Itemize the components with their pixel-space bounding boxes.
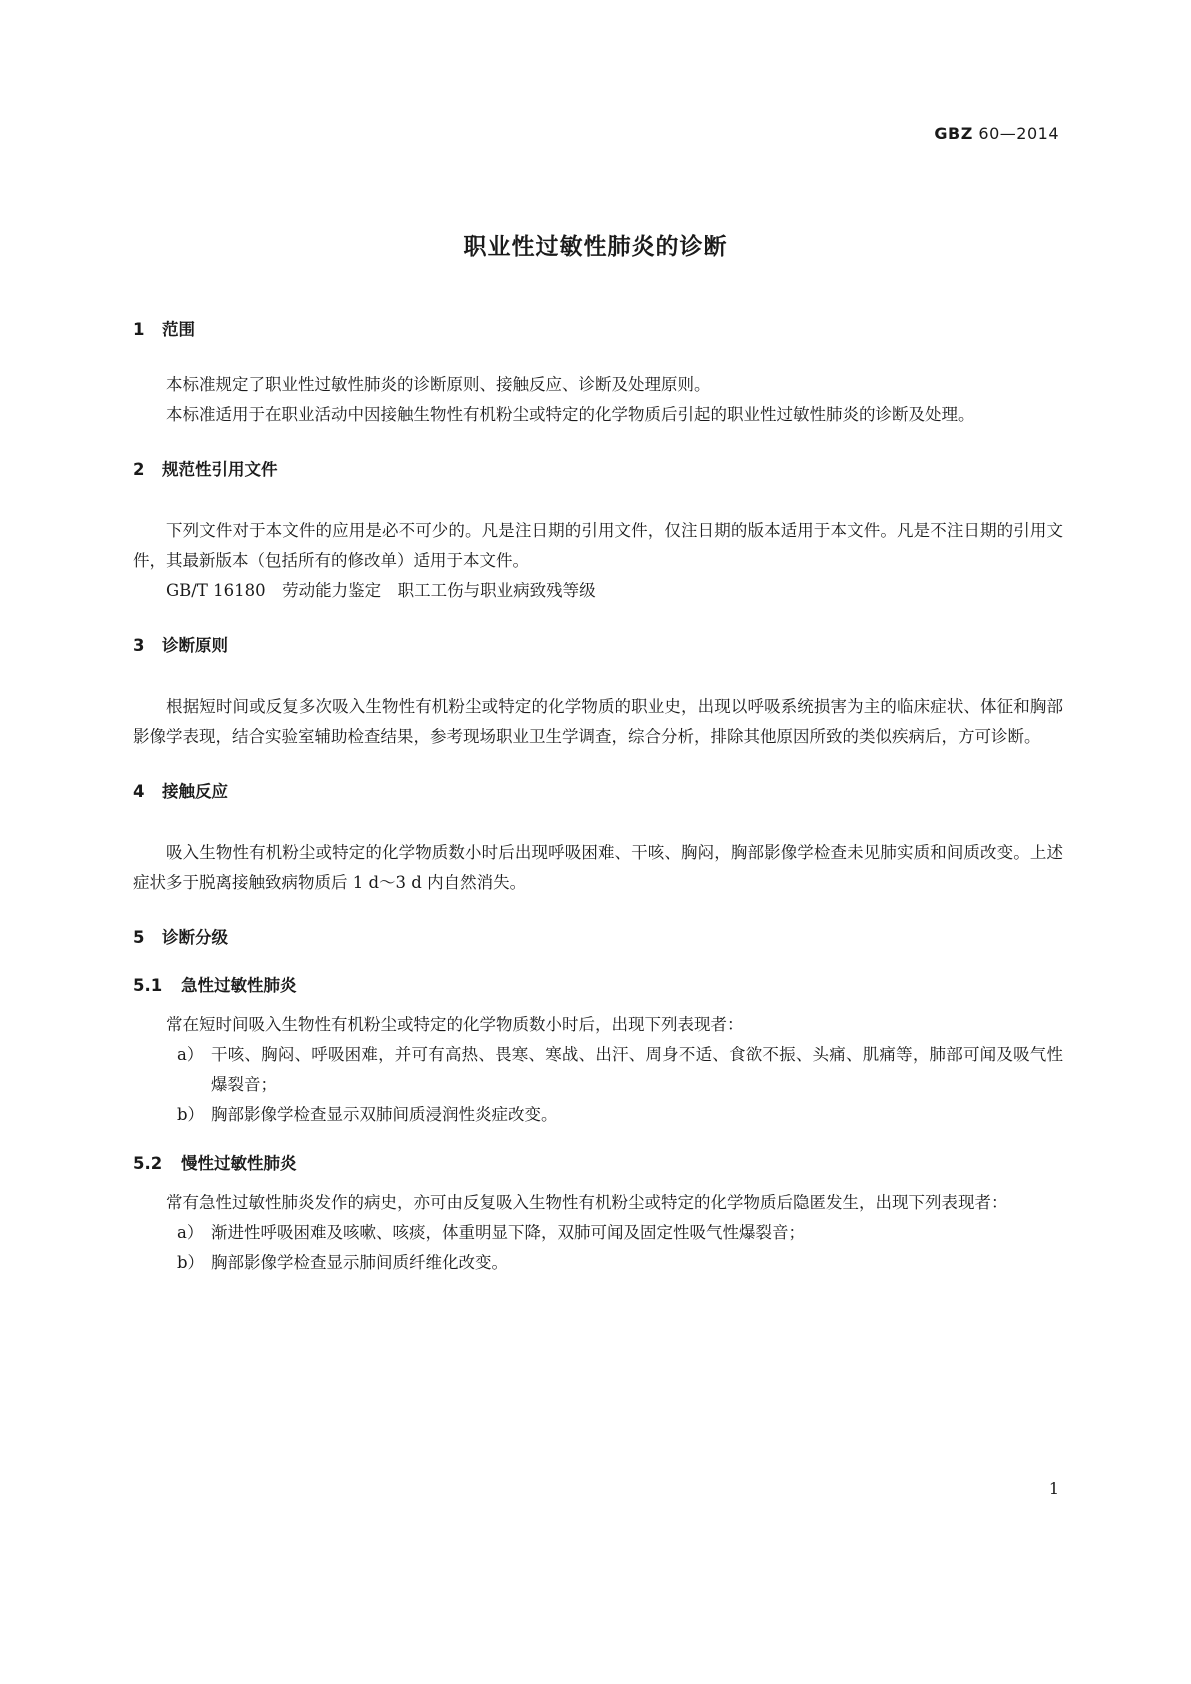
section-number: 4 xyxy=(133,782,145,801)
section-number: 3 xyxy=(133,636,145,655)
section-3-paragraph: 根据短时间或反复多次吸入生物性有机粉尘或特定的化学物质的职业史，出现以呼吸系统损害为主的临床症状、体征和胸部影像学表现，结合实验室辅助检查结果，参考现场职业卫生学调查，综合分析，排除其他原因所致的类似疾病后，方可诊断。 xyxy=(133,697,1063,746)
subsection-title: 慢性过敏性肺炎 xyxy=(181,1154,297,1173)
standard-code-prefix: GBZ xyxy=(934,124,973,143)
list-marker: a） xyxy=(177,1045,204,1064)
section-title: 规范性引用文件 xyxy=(162,460,278,479)
list-text: 渐进性呼吸困难及咳嗽、咳痰，体重明显下降，双肺可闻及固定性吸气性爆裂音； xyxy=(211,1223,805,1242)
section-title: 诊断原则 xyxy=(162,636,228,655)
list-text: 胸部影像学检查显示双肺间质浸润性炎症改变。 xyxy=(211,1105,558,1124)
section-2-paragraph: 下列文件对于本文件的应用是必不可少的。凡是注日期的引用文件，仅注日期的版本适用于本文件。凡是不注日期的引用文件，其最新版本（包括所有的修改单）适用于本文件。 xyxy=(133,521,1063,570)
section-title: 诊断分级 xyxy=(162,928,228,947)
section-number: 2 xyxy=(133,460,145,479)
list-item xyxy=(133,1100,1063,1130)
list-item xyxy=(133,1218,1063,1248)
section-2-heading xyxy=(133,456,1063,484)
subsection-number: 5.1 xyxy=(133,976,163,995)
section-title: 范围 xyxy=(162,320,195,339)
section-4-paragraph: 吸入生物性有机粉尘或特定的化学物质数小时后出现呼吸困难、干咳、胸闷，胸部影像学检查未见肺实质和间质改变。上述症状多于脱离接触致病物质后 1 d～3 d 内自然消失。 xyxy=(133,843,1063,892)
list-marker: a） xyxy=(177,1223,204,1242)
subsection-number: 5.2 xyxy=(133,1154,163,1173)
section-3-heading xyxy=(133,632,1063,660)
list-text: 干咳、胸闷、呼吸困难，并可有高热、畏寒、寒战、出汗、周身不适、食欲不振、头痛、肌痛等，肺部可闻及吸气性爆裂音； xyxy=(211,1045,1063,1094)
list-text: 胸部影像学检查显示肺间质纤维化改变。 xyxy=(211,1253,508,1272)
standard-code-number: 60—2014 xyxy=(978,124,1059,143)
list-marker: b） xyxy=(177,1105,205,1124)
subsection-5-2-intro: 常有急性过敏性肺炎发作的病史，亦可由反复吸入生物性有机粉尘或特定的化学物质后隐匿发生，出现下列表现者： xyxy=(166,1193,1008,1212)
document-body xyxy=(133,316,1063,1278)
subsection-5-1-intro: 常在短时间吸入生物性有机粉尘或特定的化学物质数小时后，出现下列表现者： xyxy=(166,1015,744,1034)
section-1-paragraph-1: 本标准规定了职业性过敏性肺炎的诊断原则、接触反应、诊断及处理原则。 xyxy=(166,375,711,394)
subsection-5-1-heading xyxy=(133,972,1063,1000)
section-4-heading xyxy=(133,778,1063,806)
normative-reference: GB/T 16180 劳动能力鉴定 职工工伤与职业病致残等级 xyxy=(166,581,596,600)
page-number: 1 xyxy=(1048,1479,1059,1498)
subsection-title: 急性过敏性肺炎 xyxy=(181,976,297,995)
list-item xyxy=(133,1040,1063,1100)
subsection-5-2-heading xyxy=(133,1150,1063,1178)
section-number: 1 xyxy=(133,320,145,339)
list-item xyxy=(133,1248,1063,1278)
section-1-paragraph-2: 本标准适用于在职业活动中因接触生物性有机粉尘或特定的化学物质后引起的职业性过敏性肺炎的诊断及处理。 xyxy=(166,405,975,424)
section-5-heading xyxy=(133,924,1063,952)
standard-code xyxy=(934,124,1059,143)
section-number: 5 xyxy=(133,928,145,947)
section-1-heading xyxy=(133,316,1063,344)
list-marker: b） xyxy=(177,1253,205,1272)
document-title: 职业性过敏性肺炎的诊断 xyxy=(463,234,728,260)
section-title: 接触反应 xyxy=(162,782,228,801)
